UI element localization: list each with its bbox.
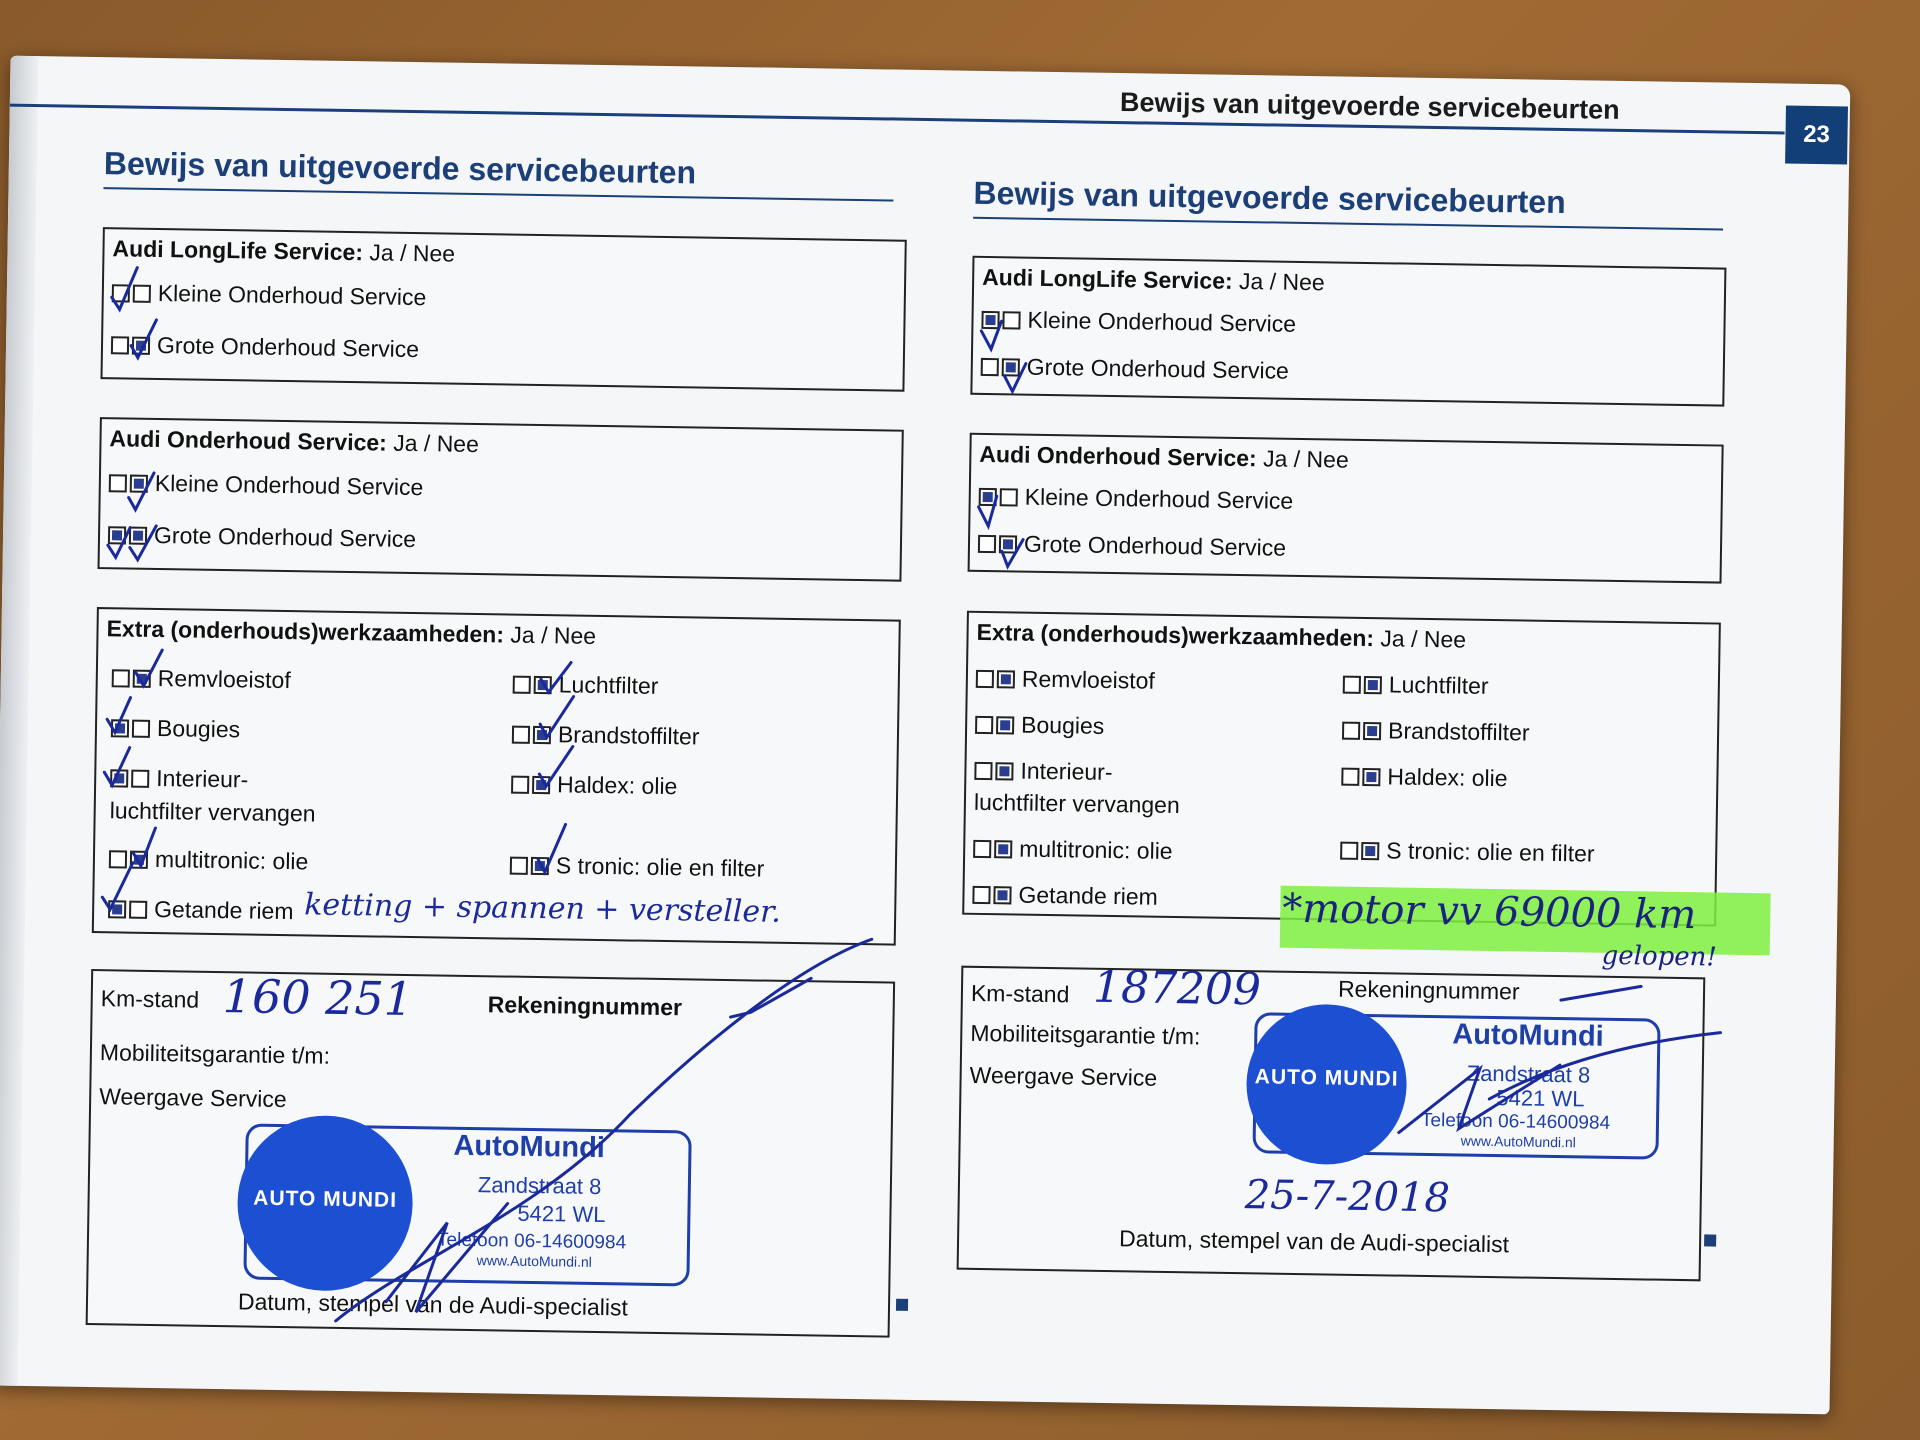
stamp-phone: Telefoon 06-14600984 bbox=[436, 1229, 627, 1254]
stamp-street: Zandstraat 8 bbox=[477, 1172, 602, 1200]
rekening-label: Rekeningnummer bbox=[487, 991, 683, 1021]
checkbox-row[interactable]: S tronic: olie en filter bbox=[510, 852, 765, 883]
checkbox-row[interactable]: Grote Onderhoud Service bbox=[978, 530, 1286, 562]
end-marker bbox=[896, 1299, 908, 1311]
right-extra-box: Extra (onderhouds)werkzaamheden: Ja / Nee Remvloeistof Bougies Interieur- luchtfilter vervangen multitronic: olie Getande riem Luchtfilter Brandstoffilter Haldex: olie S tronic: olie en filter bbox=[962, 611, 1721, 927]
checkbox-row[interactable]: Brandstoffilter bbox=[512, 721, 700, 751]
page-number: 23 bbox=[1785, 106, 1848, 165]
weergave-label: Weergave Service bbox=[99, 1083, 287, 1113]
left-service-record bbox=[85, 57, 926, 1400]
checkbox-row[interactable]: S tronic: olie en filter bbox=[1340, 837, 1595, 868]
left-km-box bbox=[86, 969, 895, 1338]
checkbox-row[interactable]: Grote Onderhoud Service bbox=[108, 521, 416, 553]
checkbox-row[interactable]: Luchtfilter bbox=[513, 671, 659, 700]
checkbox-row[interactable]: Luchtfilter bbox=[1343, 671, 1489, 700]
checkbox-row[interactable]: Kleine Onderhoud Service bbox=[112, 279, 427, 311]
mobiliteit-label: Mobiliteitsgarantie t/m: bbox=[99, 1039, 331, 1069]
left-extra-box bbox=[92, 607, 901, 946]
checkbox-row[interactable]: Haldex: olie bbox=[511, 771, 678, 801]
checkbox-row[interactable]: Remvloeistof bbox=[112, 664, 291, 694]
longlife-heading: Audi LongLife Service: Ja / Nee bbox=[112, 235, 456, 267]
handwritten-extra-note: ketting + spannen + versteller. bbox=[303, 887, 782, 930]
checkbox-nee[interactable] bbox=[130, 474, 148, 492]
onderhoud-heading: Audi Onderhoud Service: Ja / Nee bbox=[109, 425, 480, 458]
checkbox-nee[interactable] bbox=[129, 526, 147, 544]
km-label: Km-stand bbox=[100, 985, 200, 1013]
checkbox-row[interactable]: Grote Onderhoud Service bbox=[111, 331, 419, 363]
book-gutter bbox=[0, 56, 39, 1386]
checkbox-row[interactable]: Interieur- bbox=[974, 757, 1112, 786]
checkbox-ja[interactable] bbox=[109, 474, 127, 492]
end-marker bbox=[1704, 1234, 1716, 1246]
service-booklet-page bbox=[0, 56, 1850, 1415]
checkbox-row[interactable]: multitronic: olie bbox=[973, 835, 1173, 865]
motor-note: *motor vv 69000 km bbox=[1281, 885, 1697, 939]
checkbox-row[interactable]: Kleine Onderhoud Service bbox=[981, 306, 1296, 338]
left-title: Bewijs van uitgevoerde servicebeurten bbox=[103, 145, 697, 191]
extra-heading: Extra (onderhouds)werkzaamheden: Ja / Nee bbox=[106, 615, 597, 649]
right-title-rule bbox=[973, 217, 1723, 231]
right-longlife-box: Audi LongLife Service: Ja / Nee Kleine Onderhoud Service Grote Onderhoud Service bbox=[970, 256, 1726, 407]
checkbox-row[interactable]: Brandstoffilter bbox=[1342, 717, 1530, 747]
stamp-brand: AutoMundi bbox=[453, 1129, 606, 1165]
datum-label: Datum, stempel van de Audi-specialist bbox=[237, 1288, 629, 1321]
checkbox-row[interactable]: Getande riem bbox=[972, 881, 1158, 911]
checkbox-row[interactable]: Grote Onderhoud Service bbox=[981, 353, 1289, 385]
checkbox-row[interactable]: Haldex: olie bbox=[1341, 763, 1508, 793]
date-handwritten: 25-7-2018 bbox=[1244, 1172, 1451, 1222]
checkbox-row[interactable]: Getande riem bbox=[108, 895, 294, 925]
dealer-stamp bbox=[243, 1123, 691, 1286]
right-onderhoud-box: Audi Onderhoud Service: Ja / Nee Kleine Onderhoud Service Grote Onderhoud Service bbox=[968, 433, 1724, 584]
checkbox-row[interactable]: multitronic: olie bbox=[109, 845, 309, 875]
checkbox-nee[interactable] bbox=[133, 284, 151, 302]
label-continued: luchtfilter vervangen bbox=[109, 797, 316, 827]
motor-note-cont: gelopen! bbox=[1601, 940, 1718, 973]
km-value-handwritten: 187209 bbox=[1092, 961, 1262, 1016]
running-header: Bewijs van uitgevoerde servicebeurten bbox=[1119, 87, 1620, 125]
stamp-web: www.AutoMundi.nl bbox=[476, 1252, 592, 1270]
checkbox-ja[interactable] bbox=[111, 336, 129, 354]
checkbox-row[interactable]: Bougies bbox=[111, 714, 241, 743]
left-onderhoud-box bbox=[98, 417, 904, 582]
left-longlife-box bbox=[100, 227, 906, 392]
stamp-logo-disc: AUTO MUNDI bbox=[236, 1114, 414, 1292]
checkbox-row[interactable]: Kleine Onderhoud Service bbox=[109, 469, 424, 501]
checkbox-ja[interactable] bbox=[112, 284, 130, 302]
checkbox-nee[interactable] bbox=[132, 336, 150, 354]
left-title-rule bbox=[103, 187, 893, 201]
right-km-box: Km-stand 187209 Rekeningnummer Mobiliteitsgarantie t/m: Weergave Service AUTO MUNDI AutoMundi Zandstraat 8 5421 WL Telefoon 06-14600984 www.AutoMundi.nl 25-7-2018 Datum, stempel van de Audi-specialist bbox=[957, 966, 1706, 1282]
checkbox-row[interactable]: Interieur- bbox=[110, 764, 248, 793]
right-title: Bewijs van uitgevoerde servicebeurten bbox=[973, 174, 1566, 221]
km-value-handwritten: 160 251 bbox=[222, 969, 414, 1027]
checkbox-ja[interactable] bbox=[108, 526, 126, 544]
dealer-stamp: AUTO MUNDI AutoMundi Zandstraat 8 5421 WL Telefoon 06-14600984 www.AutoMundi.nl bbox=[1252, 1012, 1660, 1159]
right-service-record bbox=[955, 71, 1796, 1414]
checkbox-row[interactable]: Bougies bbox=[975, 711, 1105, 740]
checkbox-row[interactable]: Kleine Onderhoud Service bbox=[979, 483, 1294, 515]
stamp-city: 5421 WL bbox=[517, 1200, 606, 1228]
checkbox-row[interactable]: Remvloeistof bbox=[976, 665, 1155, 695]
